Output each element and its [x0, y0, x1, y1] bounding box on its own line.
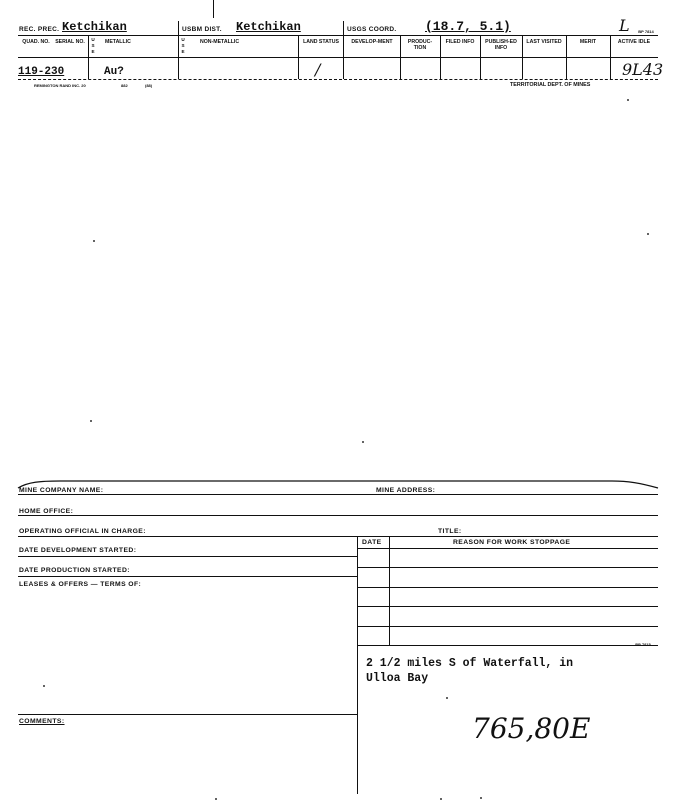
usgs-coord-value: (18.7, 5.1)	[425, 19, 511, 34]
merit-header: MERIT	[579, 39, 597, 45]
rule	[358, 567, 658, 568]
printer-line: REMINGTON RAND INC. 20	[34, 83, 86, 88]
non-metallic-header: NON-METALLIC	[200, 39, 240, 45]
rule	[358, 548, 658, 549]
rule	[18, 494, 658, 495]
title-label: TITLE:	[438, 528, 462, 535]
scan-speck	[362, 441, 364, 443]
rule	[18, 714, 358, 715]
usbm-dist-label: USBM DIST.	[182, 26, 222, 33]
scan-speck	[480, 797, 482, 799]
rule	[18, 536, 658, 537]
divider	[566, 35, 567, 79]
territorial-label: TERRITORIAL DEPT. OF MINES	[510, 82, 591, 88]
location-line-1: 2 1/2 miles S of Waterfall, in	[366, 657, 574, 670]
divider	[610, 35, 611, 79]
date-development-label: DATE DEVELOPMENT STARTED:	[19, 547, 137, 554]
rule	[18, 515, 658, 516]
published-info-header: PUBLISH-ED INFO	[485, 39, 517, 51]
divider	[298, 35, 299, 79]
usgs-coord-label: USGS COORD.	[347, 26, 397, 33]
metallic-value: Au?	[104, 66, 124, 78]
divider	[400, 35, 401, 79]
entry-rule	[18, 79, 658, 80]
bottom-form-number: BP 7815	[635, 642, 651, 647]
mine-address-label: MINE ADDRESS:	[376, 487, 436, 494]
handwritten-code: 765,80E	[472, 712, 591, 745]
divider	[88, 35, 89, 79]
scan-speck	[627, 99, 629, 101]
active-idle-header: ACTIVE IDLE	[617, 39, 651, 45]
divider	[343, 21, 344, 79]
date-production-label: DATE PRODUCTION STARTED:	[19, 567, 130, 574]
production-header: PRODUC-TION	[407, 39, 433, 51]
scan-speck	[43, 685, 45, 687]
divider	[522, 35, 523, 79]
land-status-value: /	[315, 60, 321, 79]
scan-speck	[90, 420, 92, 422]
column-rule	[18, 57, 658, 58]
quad-no-header: QUAD. NO.	[22, 39, 50, 45]
serial-no-header: SERIAL NO.	[55, 39, 85, 45]
land-status-header: LAND STATUS	[303, 39, 339, 45]
rule	[18, 576, 358, 577]
mine-company-label: MINE COMPANY NAME:	[19, 487, 104, 494]
filed-info-header: FILED INFO	[445, 39, 475, 45]
tick-mark	[213, 0, 214, 18]
active-idle-value: 9L43	[622, 60, 664, 79]
printer-code: 882	[121, 83, 128, 88]
rule	[358, 645, 658, 646]
quad-serial-value: 119-230	[18, 66, 65, 78]
divider	[178, 21, 179, 79]
rule	[358, 626, 658, 627]
date-column-header: DATE	[362, 539, 382, 546]
reason-column-header: REASON FOR WORK STOPPAGE	[453, 539, 571, 546]
development-header: DEVELOP-MENT	[351, 39, 393, 45]
rule	[18, 556, 358, 557]
scan-speck	[215, 798, 217, 800]
scan-speck	[446, 697, 448, 699]
home-office-label: HOME OFFICE:	[19, 508, 74, 515]
printer-code: (88)	[145, 83, 153, 88]
location-line-2: Ulloa Bay	[366, 672, 429, 685]
divider	[480, 35, 481, 79]
divider	[440, 35, 441, 79]
corner-mark: L	[619, 16, 630, 35]
use-header-right: U S E	[181, 37, 185, 54]
last-visited-header: LAST VISITED	[526, 39, 562, 45]
comments-label: COMMENTS:	[19, 718, 65, 725]
rule	[358, 587, 658, 588]
scan-speck	[440, 798, 442, 800]
form-number: BP 7814	[638, 29, 654, 34]
use-header-left: U S E	[91, 37, 95, 54]
rec-prec-value: Ketchikan	[62, 20, 127, 34]
scan-speck	[647, 233, 649, 235]
header-rule	[18, 35, 658, 36]
usbm-dist-value: Ketchikan	[236, 20, 301, 34]
divider	[389, 536, 390, 645]
divider	[357, 536, 358, 794]
rule	[358, 606, 658, 607]
operating-official-label: OPERATING OFFICIAL IN CHARGE:	[19, 528, 146, 535]
scan-speck	[93, 240, 95, 242]
leases-label: LEASES & OFFERS — TERMS OF:	[19, 581, 142, 588]
rec-prec-label: REC. PREC.	[19, 26, 60, 33]
metallic-header: METALLIC	[105, 39, 131, 45]
